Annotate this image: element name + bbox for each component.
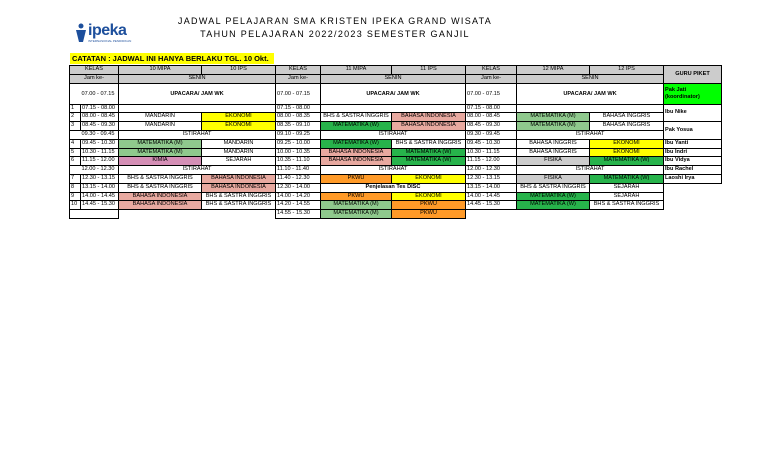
- class-12-ips-header: 12 IPS: [590, 66, 664, 75]
- subject-cell: BAHASA INDONESIA: [119, 192, 202, 201]
- period-number: 5: [70, 148, 81, 157]
- disc-cell: Penjelasan Tes DISC: [321, 183, 466, 192]
- time-cell: 09.45 - 10.30: [466, 139, 517, 148]
- subject-cell: FISIKA: [517, 157, 590, 166]
- subject-cell: MANDARIN: [202, 148, 276, 157]
- piket-cell: Ibu Yanti: [664, 139, 722, 148]
- table-row: [70, 183, 722, 192]
- piket-cell: Laoshi Irya: [664, 174, 722, 183]
- subject-cell: BAHASA INGGRIS: [590, 122, 664, 131]
- subject-cell: PKWU: [321, 192, 392, 201]
- period-number: 4: [70, 139, 81, 148]
- piket-cell: Ibu Vidya: [664, 157, 722, 166]
- subject-cell: BHS & SASTRA INGGRIS: [202, 192, 276, 201]
- class-10-mipa-header: 10 MIPA: [119, 66, 202, 75]
- ipeka-logo-icon: [74, 22, 88, 44]
- break-cell: ISTIRAHAT: [119, 166, 276, 175]
- period-number: 9: [70, 192, 81, 201]
- table-row: [70, 174, 722, 183]
- period-number: 1: [70, 104, 81, 113]
- subject-cell: BAHASA INDONESIA: [202, 174, 276, 183]
- class-10-ips-header: 10 IPS: [202, 66, 276, 75]
- time-cell: 09.10 - 09.25: [276, 130, 321, 139]
- time-cell: 10.30 - 11.15: [466, 148, 517, 157]
- break-cell: ISTIRAHAT: [321, 130, 466, 139]
- subject-cell: BHS & SASTRA INGGRIS: [517, 183, 590, 192]
- subject-cell: EKONOMI: [392, 192, 466, 201]
- table-row: [70, 104, 722, 113]
- subject-cell: BAHASA INDONESIA: [392, 113, 466, 122]
- subject-cell: EKONOMI: [202, 122, 276, 131]
- time-cell: 10.35 - 11.10: [276, 157, 321, 166]
- subject-cell: MATEMATIKA (W): [321, 122, 392, 131]
- time-cell: 14.20 - 14.55: [276, 201, 321, 210]
- kelas-header: KELAS: [70, 66, 119, 75]
- day-header: SENIN: [119, 74, 276, 83]
- time-cell: 12.00 - 12.30: [466, 166, 517, 175]
- time-cell: 14.00 - 14.20: [276, 192, 321, 201]
- class-12-mipa-header: 12 MIPA: [517, 66, 590, 75]
- subject-cell: FISIKA: [517, 174, 590, 183]
- subject-cell: BHS & SASTRA INGGRIS: [119, 174, 202, 183]
- logo-wordmark: ipeka: [88, 22, 127, 39]
- subject-cell: MATEMATIKA (M): [517, 122, 590, 131]
- subject-cell: MATEMATIKA (W): [392, 157, 466, 166]
- time-cell: 07.15 - 08.00: [466, 104, 517, 113]
- time-cell: 14.00 - 14.45: [81, 192, 119, 201]
- period-number: 8: [70, 183, 81, 192]
- time-cell: 09.30 - 09.45: [81, 130, 119, 139]
- break-cell: ISTIRAHAT: [517, 166, 664, 175]
- time-cell: 11.15 - 12.00: [466, 157, 517, 166]
- subject-cell: EKONOMI: [392, 174, 466, 183]
- piket-cell: Pak Jati (koordinator): [664, 83, 722, 104]
- break-cell: ISTIRAHAT: [517, 130, 664, 139]
- guru-piket-header: GURU PIKET: [664, 66, 722, 84]
- schedule-table: [69, 65, 722, 219]
- subject-cell: MATEMATIKA (M): [321, 210, 392, 219]
- subject-cell: MATEMATIKA (W): [392, 148, 466, 157]
- subject-cell: MATEMATIKA (W): [517, 201, 590, 210]
- period-number: 3: [70, 122, 81, 131]
- time-cell: 09.45 - 10.30: [81, 139, 119, 148]
- ipeka-logo: [74, 22, 132, 46]
- time-cell: 07.00 - 07.15: [466, 83, 517, 104]
- note-banner: CATATAN : JADWAL INI HANYA BERLAKU TGL. 10 Okt.: [70, 53, 274, 64]
- subject-cell: MATEMATIKA (M): [119, 148, 202, 157]
- piket-cell: Ibu Indri: [664, 148, 722, 157]
- jamke-header: Jam ke-: [70, 74, 119, 83]
- subject-cell: PKWU: [392, 210, 466, 219]
- time-cell: 07.00 - 07.15: [276, 83, 321, 104]
- period-number: 2: [70, 113, 81, 122]
- subject-cell: EKONOMI: [590, 148, 664, 157]
- time-cell: 08.00 - 08.45: [81, 113, 119, 122]
- time-cell: 11.40 - 12.30: [276, 174, 321, 183]
- table-row: [70, 122, 722, 131]
- time-cell: 09.25 - 10.00: [276, 139, 321, 148]
- subject-cell: BHS & SASTRA INGGRIS: [590, 201, 664, 210]
- subject-cell: KIMIA: [119, 157, 202, 166]
- table-row: [70, 83, 722, 104]
- time-cell: 14.00 - 14.45: [466, 192, 517, 201]
- time-cell: 11.10 - 11.40: [276, 166, 321, 175]
- time-cell: 07.15 - 08.00: [276, 104, 321, 113]
- subject-cell: EKONOMI: [202, 113, 276, 122]
- subject-cell: BAHASA INGGRIS: [517, 148, 590, 157]
- time-cell: 12.00 - 12.30: [81, 166, 119, 175]
- table-row: [70, 113, 722, 122]
- time-cell: 12.30 - 13.15: [81, 174, 119, 183]
- table-row: [70, 139, 722, 148]
- subject-cell: BAHASA INDONESIA: [321, 148, 392, 157]
- subject-cell: BAHASA INDONESIA: [321, 157, 392, 166]
- subject-cell: MATEMATIKA (M): [517, 113, 590, 122]
- subject-cell: PKWU: [321, 174, 392, 183]
- table-row: [70, 148, 722, 157]
- time-cell: 13.15 - 14.00: [81, 183, 119, 192]
- time-cell: 09.30 - 09.45: [466, 130, 517, 139]
- subject-cell: BHS & SASTRA INGGRIS: [321, 113, 392, 122]
- jamke-header: Jam ke-: [466, 74, 517, 83]
- title-line-2: TAHUN PELAJARAN 2022/2023 SEMESTER GANJIL: [200, 29, 470, 39]
- piket-cell: Pak Yosua: [664, 122, 722, 140]
- class-11-ips-header: 11 IPS: [392, 66, 466, 75]
- time-cell: 08.00 - 08.35: [276, 113, 321, 122]
- subject-cell: MANDARIN: [119, 122, 202, 131]
- jamke-header: Jam ke-: [276, 74, 321, 83]
- subject-cell: BAHASA INDONESIA: [392, 122, 466, 131]
- subject-cell: BAHASA INGGRIS: [590, 113, 664, 122]
- time-cell: 14.55 - 15.30: [276, 210, 321, 219]
- kelas-header: KELAS: [466, 66, 517, 75]
- table-row: [70, 130, 722, 139]
- ceremony-cell: UPACARA/ JAM WK: [119, 83, 276, 104]
- subject-cell: SEJARAH: [590, 192, 664, 201]
- subject-cell: MATEMATIKA (M): [321, 201, 392, 210]
- time-cell: 08.00 - 08.45: [466, 113, 517, 122]
- time-cell: 07.00 - 07.15: [81, 83, 119, 104]
- period-number: 6: [70, 157, 81, 166]
- subject-cell: MANDARIN: [202, 139, 276, 148]
- period-number: 10: [70, 201, 81, 210]
- subject-cell: BAHASA INDONESIA: [202, 183, 276, 192]
- title-line-1: JADWAL PELAJARAN SMA KRISTEN IPEKA GRAND WISATA: [177, 16, 493, 26]
- header-row-day: [70, 74, 722, 83]
- subject-cell: SEJARAH: [590, 183, 664, 192]
- subject-cell: BHS & SASTRA INGGRIS: [202, 201, 276, 210]
- break-cell: ISTIRAHAT: [321, 166, 466, 175]
- subject-cell: MATEMATIKA (W): [517, 192, 590, 201]
- subject-cell: SEJARAH: [202, 157, 276, 166]
- time-cell: 12.30 - 13.15: [466, 174, 517, 183]
- subject-cell: PKWU: [392, 201, 466, 210]
- subject-cell: MATEMATIKA (W): [590, 157, 664, 166]
- table-row: [70, 201, 722, 210]
- subject-cell: BAHASA INGGRIS: [517, 139, 590, 148]
- time-cell: 13.15 - 14.00: [466, 183, 517, 192]
- class-11-mipa-header: 11 MIPA: [321, 66, 392, 75]
- day-header: SENIN: [517, 74, 664, 83]
- kelas-header: KELAS: [276, 66, 321, 75]
- piket-cell: Ibu Nike: [664, 104, 722, 122]
- time-cell: 10.00 - 10.35: [276, 148, 321, 157]
- subject-cell: MATEMATIKA (W): [321, 139, 392, 148]
- table-row: [70, 192, 722, 201]
- table-row: [70, 157, 722, 166]
- time-cell: 10.30 - 11.15: [81, 148, 119, 157]
- subject-cell: BHS & SASTRA INGGRIS: [119, 183, 202, 192]
- time-cell: 14.45 - 15.30: [81, 201, 119, 210]
- time-cell: 14.45 - 15.30: [466, 201, 517, 210]
- time-cell: 08.35 - 09.10: [276, 122, 321, 131]
- time-cell: 07.15 - 08.00: [81, 104, 119, 113]
- ceremony-cell: UPACARA/ JAM WK: [517, 83, 664, 104]
- piket-cell: Ibu Rachel: [664, 166, 722, 175]
- header-row-kelas: [70, 66, 722, 75]
- day-header: SENIN: [321, 74, 466, 83]
- time-cell: 08.45 - 09.30: [466, 122, 517, 131]
- subject-cell: MATEMATIKA (M): [119, 139, 202, 148]
- logo-tagline: INTERNASIONAL PENDIDIKAN: [88, 39, 132, 43]
- table-row: [70, 166, 722, 175]
- time-cell: 12.30 - 14.00: [276, 183, 321, 192]
- subject-cell: BAHASA INDONESIA: [119, 201, 202, 210]
- period-number: 7: [70, 174, 81, 183]
- break-cell: ISTIRAHAT: [119, 130, 276, 139]
- table-row: [70, 210, 722, 219]
- subject-cell: MANDARIN: [119, 113, 202, 122]
- time-cell: 08.45 - 09.30: [81, 122, 119, 131]
- subject-cell: BHS & SASTRA INGGRIS: [392, 139, 466, 148]
- subject-cell: EKONOMI: [590, 139, 664, 148]
- time-cell: 11.15 - 12.00: [81, 157, 119, 166]
- ceremony-cell: UPACARA/ JAM WK: [321, 83, 466, 104]
- subject-cell: MATEMATIKA (W): [590, 174, 664, 183]
